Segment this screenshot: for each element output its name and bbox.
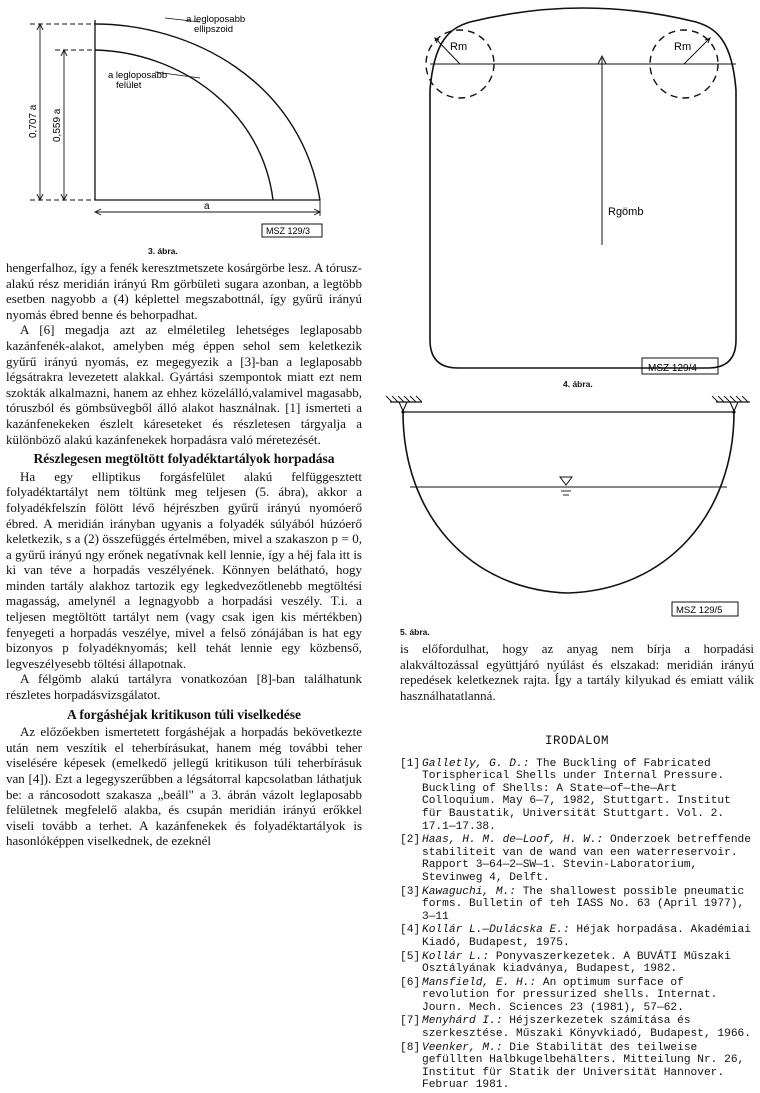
fig3-dim-inner: 0,559 a: [52, 108, 63, 142]
reference-number: [5]: [400, 950, 421, 963]
right-paragraph-1: is előfordulhat, hogy az anyag nem bírja a horpadási alakváltozással együttjáró nyúlást és elszakad: meridián irányú repedések keletkeznek rajta. Így a tartály kilyukad és emiatt válik használhatatlanná.: [400, 641, 754, 703]
reference-author: Mansfield, E. H.:: [422, 976, 537, 989]
left-paragraph-2: A [6] megadja azt az elméletileg lehetséges leglaposabb kazánfenék-alakot, amelyben még éppen sehol sem keletkezik gyűrű irányú nyomás, ez megegyezik a [3]-ban a leglaposabb légsátrakra levezetett alakkal. Gyártási szempontok miatt ezt nem szokták alkalmazni, hanem az ehhez közelálló,valamivel magasabb, tóruszból és gömbsüvegből álló alakot használnak. [1] ismerteti a kazánfenekeken észlelt káreseteket és részletesen tárgyalja a különböző alakú kazánfenekek horpadásra való méretezését.: [6, 322, 362, 447]
reference-title: Ponyvaszerkezetek. A BUVÁTI Műszaki Osztályának kiadványa, Budapest, 1982.: [422, 950, 731, 976]
left-paragraph-3: Ha egy elliptikus forgásfelület alakú felfüggesztett folyadéktartályt nem töltünk meg teljesen (5. ábra), akkor a folyadékfelszín fölött lévő héjrészben gyűrű irányú nyomóerő ébred. A meridián irányban ugyanis a folyadék súlyából húzóerő keletkezik, s a (2) összefüggés értelmében, mivel a szakaszon p = 0, a gyűrű irányú ngy erőnek negatívnak kell lennie, így a héj fala itt is ki van téve a horpadás veszélyének. Könnyen belátható, hogy minden tartály alakhoz tartozik egy legkedvezőtlenebb megtöltési magasság, amelynél a legnagyobb a horpadási veszély. T.i. a teljesen megtöltött tartályt nem (vagy csak igen kis mértékben) fenyegeti a horpadás veszélye, mivel a felső zónájában is hat egy bizonyos p folyadéknyomás; kell tehát lennie egy közbenső, legveszélyesebb töltési állapotnak.: [6, 468, 362, 671]
reference-item: [400, 758, 754, 834]
reference-author: Kollár L.:: [422, 950, 490, 963]
fig3-label-ellipsoid-2: ellipszoid: [194, 24, 234, 35]
fig5-stamp: MSZ 129/5: [676, 605, 723, 616]
reference-item: [400, 834, 754, 884]
figure-4: [410, 0, 760, 395]
references: [400, 735, 754, 1093]
reference-list: [400, 758, 754, 1092]
left-column: [6, 260, 362, 849]
section-heading-partially-filled: Részlegesen megtöltött folyadéktartályok horpadása: [33, 451, 335, 467]
reference-item: [400, 886, 754, 924]
figure-3: [0, 0, 340, 245]
reference-author: Haas, H. M. de—Loof, H. W.:: [422, 834, 604, 847]
reference-item: [400, 977, 754, 1015]
fig3-label-ellipsoid-1: a legloposabb: [186, 14, 246, 25]
fig4-label-rgomb: Rgömb: [608, 206, 644, 218]
section-heading-postcritical: A forgáshéjak kritikuson túli viselkedése: [66, 706, 302, 722]
right-column: [400, 641, 754, 703]
fig5-caption: 5. ábra.: [400, 627, 430, 637]
reference-number: [1]: [400, 757, 421, 770]
reference-text: [422, 977, 754, 1015]
reference-text: [422, 834, 754, 884]
left-paragraph-4: A félgömb alakú tartályra vonatkozóan [8]-ban találhatunk részletes horpadásvizsgálatot.: [6, 671, 362, 703]
reference-title: An optimum surface of revolution for pressurized shells. Internat. Journ. Mech. Sciences 23 (1981), 57—62.: [422, 976, 718, 1014]
reference-item: [400, 924, 754, 949]
fig4-stamp: MSZ 129/4: [648, 363, 697, 374]
fig4-caption: 4. ábra.: [563, 379, 593, 389]
left-paragraph-1: hengerfalhoz, így a fenék keresztmetszete kosárgörbe lesz. A tórusz-alakú rész meridián irányú Rm görbületi sugara azonban, a legtöbb esetben nagyobb a (4) képlettel megszabottnál, így gyűrű irányú nyomás ébred benne és behorpadhat.: [6, 260, 362, 322]
reference-title: The Buckling of Fabricated Torispherical Shells under Internal Pressure. Buckling of Shells: A State—of—the—Art Colloquium. May 6—7, 1982, Stuttgart. Institut für Baustatik, Universität Stuttgart. Vol. 2. 17.1—17.38.: [422, 757, 731, 833]
reference-author: Kollár L.—Dulácska E.:: [422, 924, 570, 937]
fig3-label-surface-2: felület: [116, 80, 142, 91]
reference-number: [6]: [400, 976, 421, 989]
reference-title: The shallowest possible pneumatic forms. Bulletin of teh IASS No. 63 (April 1977), 3—11: [422, 885, 745, 923]
reference-title: Héjak horpadása. Akadémiai Kiadó, Budapest, 1975.: [422, 924, 751, 949]
reference-item: [400, 951, 754, 976]
reference-number: [3]: [400, 885, 421, 898]
reference-text: [422, 758, 754, 834]
fig3-caption: 3. ábra.: [148, 246, 178, 256]
fig4-label-rm-right: Rm: [674, 41, 692, 53]
reference-author: Galletly, G. D.:: [422, 757, 530, 770]
fig3-label-surface-1: a legloposabb: [108, 70, 168, 81]
fig3-stamp: MSZ 129/3: [266, 226, 311, 236]
reference-item: [400, 1015, 754, 1040]
fig3-dim-outer: 0,707 a: [28, 104, 39, 138]
reference-item: [400, 1042, 754, 1092]
reference-author: Veenker, M.:: [422, 1041, 503, 1054]
reference-title: Héjszerkezetek számítása és szerkesztése. Műszaki Könyvkiadó, Budapest, 1966.: [422, 1015, 751, 1041]
reference-number: [4]: [400, 924, 421, 937]
reference-title: Onderzoek betreffende stabiliteit van de wand van een waterreservoir. Rapport 3—64—2—SW—1. Stevin-Laboratorium, Stevinweg 4, Delft.: [422, 834, 751, 884]
reference-text: [422, 886, 754, 924]
reference-text: [422, 951, 754, 976]
left-paragraph-5: Az előzőekben ismertetett forgáshéjak a horpadás bekövetkezte után nem veszítik el teherbírásukat, hanem még további teher viselésére képesek (emelkedő jellegű kritikuson túli teherbírásuk van [4]). Ezt a legegyszerűbben a légsátorral kapcsolatban láthatjuk be: a ráncosodott szakasza „beáll" a 3. ábrán vázolt leglaposabb felületnek megfelelő alakba, és csupán meridián irányú erőkkel viseli tovább a terhet. A kazánfenekek és folyadéktartályok is hasonlóképpen viselkednek, de ezeknél: [6, 724, 362, 849]
reference-number: [2]: [400, 834, 421, 847]
reference-text: [422, 1015, 754, 1040]
reference-number: [7]: [400, 1015, 421, 1028]
fig4-label-rm-left: Rm: [450, 41, 468, 53]
reference-author: Menyhárd I.:: [422, 1015, 503, 1028]
reference-text: [422, 1042, 754, 1092]
references-heading: IRODALOM: [544, 734, 609, 748]
reference-text: [422, 924, 754, 949]
fig3-dim-width: a: [204, 201, 210, 212]
reference-title: Die Stabilität des teilweise gefüllten Halbkugelbehälters. Mitteilung Nr. 26, Institut für Statik der Universität Hannover. Februar 1981.: [422, 1041, 745, 1092]
reference-author: Kawaguchi, M.:: [422, 885, 516, 898]
figure-5: [380, 395, 760, 630]
reference-number: [8]: [400, 1041, 421, 1054]
